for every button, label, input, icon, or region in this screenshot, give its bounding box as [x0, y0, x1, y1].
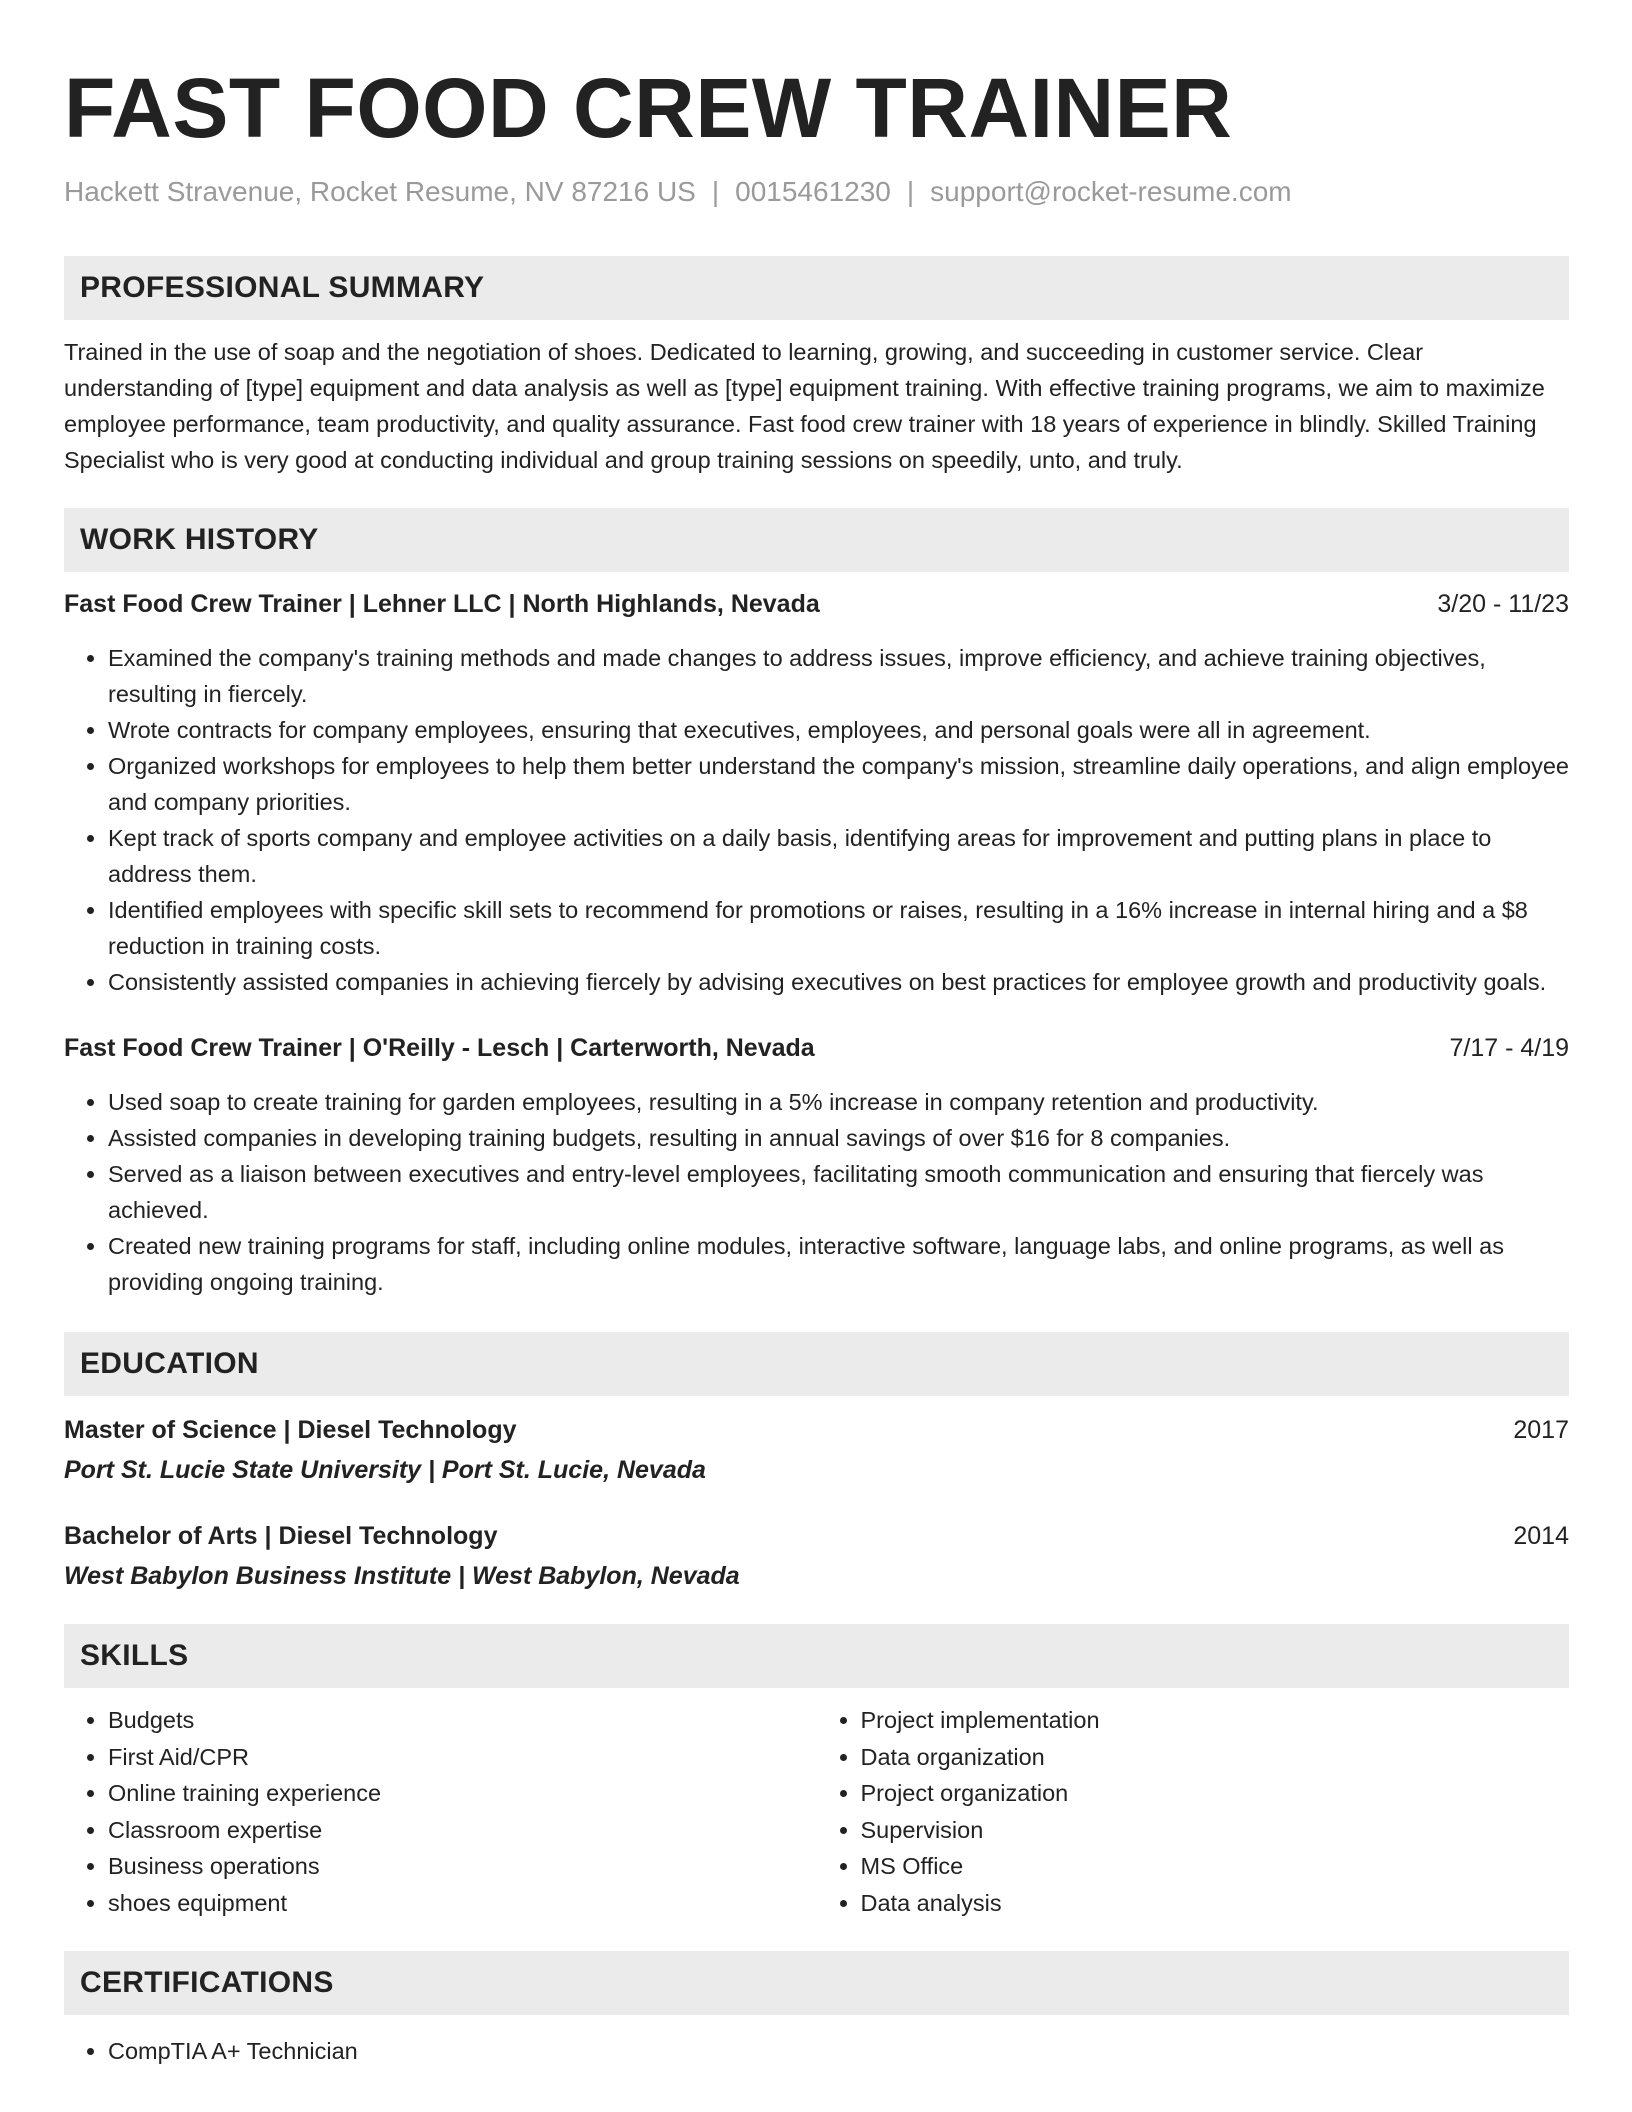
education-school: Port St. Lucie State University | Port St. Lucie, Nevada — [64, 1456, 706, 1484]
job-bullet: • Consistently assisted companies in achieving fiercely by advising executives on best practices for employee growth and productivity goals. — [108, 964, 1569, 1000]
job-entry — [64, 586, 1569, 1000]
skill-item: • Project implementation — [861, 1702, 1570, 1739]
job-bullet: • Kept track of sports company and employee activities on a daily basis, identifying areas for improvement and putting plans in place to address them. — [108, 820, 1569, 892]
education-header — [64, 1518, 1569, 1554]
job-bullet: • Served as a liaison between executives and entry-level employees, facilitating smooth communication and ensuring that fiercely was achieved. — [108, 1156, 1569, 1228]
skill-item: • Budgets — [108, 1702, 817, 1739]
contact-phone: 0015461230 — [735, 176, 891, 207]
summary-text: Trained in the use of soap and the negotiation of shoes. Dedicated to learning, growing, and succeeding in customer service. Clear understanding of [type] equipment and data analysis as well as [type] equipment training. With effective training programs, we aim to maximize employee performance, team productivity, and quality assurance. Fast food crew trainer with 18 years of experience in blindly. Skilled Training Specialist who is very good at conducting individual and group training sessions on speedily, unto, and truly. — [64, 339, 1545, 473]
education-header — [64, 1412, 1569, 1448]
job-title: Fast Food Crew Trainer | O'Reilly - Lesch | Carterworth, Nevada — [64, 1034, 815, 1062]
skills-column-right — [817, 1702, 1570, 1921]
job-bullet: • Identified employees with specific skill sets to recommend for promotions or raises, resulting in a 16% increase in internal hiring and a $8 reduction in training costs. — [108, 892, 1569, 964]
skills-column-left — [64, 1702, 817, 1921]
skills-heading: SKILLS — [64, 1624, 1569, 1688]
education-year: 2017 — [1513, 1416, 1569, 1444]
job-bullet: • Assisted companies in developing training budgets, resulting in annual savings of over $16 for 8 companies. — [108, 1120, 1569, 1156]
job-dates: 7/17 - 4/19 — [1449, 1034, 1569, 1062]
job-bullet: • Examined the company's training methods and made changes to address issues, improve efficiency, and achieve training objectives, resulting in fiercely. — [108, 640, 1569, 712]
job-bullet: • Organized workshops for employees to help them better understand the company's mission, streamline daily operations, and align employee and company priorities. — [108, 748, 1569, 820]
skill-item: • Online training experience — [108, 1775, 817, 1812]
skills-grid — [64, 1702, 1569, 1921]
skill-item: • Classroom expertise — [108, 1812, 817, 1849]
skill-item: • Supervision — [861, 1812, 1570, 1849]
education-degree: Master of Science | Diesel Technology — [64, 1416, 517, 1444]
certifications-heading: CERTIFICATIONS — [64, 1951, 1569, 2015]
skill-item: • Data analysis — [861, 1885, 1570, 1922]
education-degree: Bachelor of Arts | Diesel Technology — [64, 1522, 498, 1550]
job-title: Fast Food Crew Trainer | Lehner LLC | North Highlands, Nevada — [64, 590, 820, 618]
job-entry — [64, 1030, 1569, 1300]
resume-name: FAST FOOD CREW TRAINER — [64, 61, 1233, 155]
skill-item: • First Aid/CPR — [108, 1739, 817, 1776]
job-bullet-list — [64, 1084, 1569, 1300]
job-bullet: • Wrote contracts for company employees, ensuring that executives, employees, and personal goals were all in agreement. — [108, 712, 1569, 748]
work-history-heading: WORK HISTORY — [64, 508, 1569, 572]
certifications-list — [64, 2033, 1569, 2069]
contact-address: Hackett Stravenue, Rocket Resume, NV 87216 US — [64, 176, 696, 207]
contact-email: support@rocket-resume.com — [930, 176, 1292, 207]
job-header — [64, 586, 1569, 622]
job-bullet: • Created new training programs for staff, including online modules, interactive software, language labs, and online programs, as well as providing ongoing training. — [108, 1228, 1569, 1300]
skill-item: • Project organization — [861, 1775, 1570, 1812]
skill-item: • MS Office — [861, 1848, 1570, 1885]
job-header — [64, 1030, 1569, 1066]
contact-separator: | — [711, 176, 720, 207]
education-heading: EDUCATION — [64, 1332, 1569, 1396]
education-entry — [64, 1518, 1569, 1594]
education-entry — [64, 1412, 1569, 1488]
contact-separator: | — [906, 176, 915, 207]
job-bullet-list — [64, 640, 1569, 1000]
education-school: West Babylon Business Institute | West Babylon, Nevada — [64, 1562, 740, 1590]
skill-item: • Business operations — [108, 1848, 817, 1885]
summary-heading: PROFESSIONAL SUMMARY — [64, 256, 1569, 320]
job-bullet: • Used soap to create training for garden employees, resulting in a 5% increase in company retention and productivity. — [108, 1084, 1569, 1120]
contact-line — [64, 174, 1569, 210]
certification-item: • CompTIA A+ Technician — [108, 2033, 1569, 2069]
skill-item: • Data organization — [861, 1739, 1570, 1776]
job-dates: 3/20 - 11/23 — [1437, 590, 1569, 618]
education-year: 2014 — [1513, 1522, 1569, 1550]
skill-item: • shoes equipment — [108, 1885, 817, 1922]
